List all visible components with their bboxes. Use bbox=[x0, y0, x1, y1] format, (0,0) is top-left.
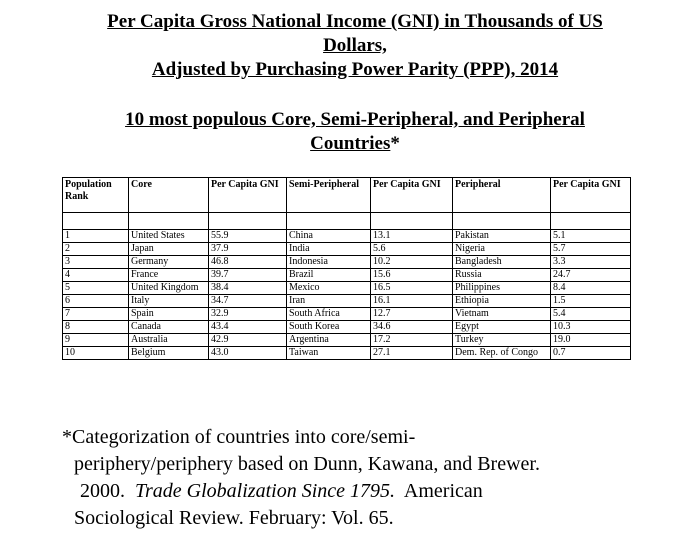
table-row bbox=[63, 308, 631, 321]
footnote-book-title: Trade Globalization Since 1795. bbox=[135, 480, 395, 502]
semi-gni-cell: 5.6 bbox=[371, 243, 453, 256]
rank-cell: 9 bbox=[63, 334, 129, 347]
peripheral-country-cell: Pakistan bbox=[453, 230, 551, 243]
header-peripheral-gni: Per Capita GNI bbox=[551, 178, 631, 213]
core-gni-cell: 55.9 bbox=[209, 230, 287, 243]
semi-gni-cell: 16.1 bbox=[371, 295, 453, 308]
core-country-cell: Spain bbox=[129, 308, 209, 321]
semi-country-cell: Taiwan bbox=[287, 347, 371, 360]
table-row bbox=[63, 321, 631, 334]
table-spacer-row bbox=[63, 213, 631, 230]
footnote-year: 2000. bbox=[80, 480, 125, 502]
core-gni-cell: 39.7 bbox=[209, 269, 287, 282]
peripheral-gni-cell: 8.4 bbox=[551, 282, 631, 295]
table-row bbox=[63, 269, 631, 282]
core-country-cell: Germany bbox=[129, 256, 209, 269]
core-gni-cell: 42.9 bbox=[209, 334, 287, 347]
subtitle-asterisk: * bbox=[390, 133, 400, 154]
core-gni-cell: 43.0 bbox=[209, 347, 287, 360]
title-line-1: Per Capita Gross National Income (GNI) in Thousands of US bbox=[107, 11, 603, 32]
semi-gni-cell: 13.1 bbox=[371, 230, 453, 243]
peripheral-country-cell: Vietnam bbox=[453, 308, 551, 321]
core-country-cell: Japan bbox=[129, 243, 209, 256]
rank-cell: 6 bbox=[63, 295, 129, 308]
rank-cell: 3 bbox=[63, 256, 129, 269]
semi-gni-cell: 17.2 bbox=[371, 334, 453, 347]
peripheral-gni-cell: 19.0 bbox=[551, 334, 631, 347]
peripheral-country-cell: Egypt bbox=[453, 321, 551, 334]
peripheral-gni-cell: 24.7 bbox=[551, 269, 631, 282]
core-gni-cell: 38.4 bbox=[209, 282, 287, 295]
header-core: Core bbox=[129, 178, 209, 213]
footnote-journal-start: American bbox=[403, 480, 483, 502]
semi-gni-cell: 34.6 bbox=[371, 321, 453, 334]
footnote bbox=[62, 424, 662, 532]
semi-country-cell: Indonesia bbox=[287, 256, 371, 269]
footnote-line-3 bbox=[62, 478, 662, 505]
peripheral-country-cell: Bangladesh bbox=[453, 256, 551, 269]
semi-country-cell: Brazil bbox=[287, 269, 371, 282]
semi-gni-cell: 27.1 bbox=[371, 347, 453, 360]
peripheral-country-cell: Nigeria bbox=[453, 243, 551, 256]
semi-country-cell: Mexico bbox=[287, 282, 371, 295]
core-gni-cell: 32.9 bbox=[209, 308, 287, 321]
footnote-line-1: *Categorization of countries into core/semi- bbox=[62, 426, 416, 448]
table-row bbox=[63, 295, 631, 308]
rank-cell: 1 bbox=[63, 230, 129, 243]
rank-cell: 10 bbox=[63, 347, 129, 360]
table-subtitle bbox=[60, 108, 650, 156]
rank-cell: 5 bbox=[63, 282, 129, 295]
semi-gni-cell: 10.2 bbox=[371, 256, 453, 269]
rank-cell: 2 bbox=[63, 243, 129, 256]
semi-country-cell: Argentina bbox=[287, 334, 371, 347]
rank-cell: 8 bbox=[63, 321, 129, 334]
header-population-rank: Population Rank bbox=[63, 178, 129, 213]
header-peripheral: Peripheral bbox=[453, 178, 551, 213]
peripheral-country-cell: Turkey bbox=[453, 334, 551, 347]
table-row bbox=[63, 256, 631, 269]
title-line-2: Dollars, bbox=[323, 35, 387, 56]
footnote-line-2: periphery/periphery based on Dunn, Kawana, and Brewer. bbox=[74, 453, 540, 475]
core-country-cell: Australia bbox=[129, 334, 209, 347]
page-title bbox=[60, 10, 650, 82]
peripheral-gni-cell: 5.4 bbox=[551, 308, 631, 321]
peripheral-gni-cell: 5.7 bbox=[551, 243, 631, 256]
core-gni-cell: 46.8 bbox=[209, 256, 287, 269]
semi-country-cell: Iran bbox=[287, 295, 371, 308]
table-header-row bbox=[63, 178, 631, 213]
subtitle-line-2: Countries bbox=[310, 133, 391, 154]
table-row bbox=[63, 347, 631, 360]
semi-gni-cell: 15.6 bbox=[371, 269, 453, 282]
header-semi-gni: Per Capita GNI bbox=[371, 178, 453, 213]
rank-cell: 7 bbox=[63, 308, 129, 321]
table-row bbox=[63, 230, 631, 243]
core-gni-cell: 43.4 bbox=[209, 321, 287, 334]
title-line-3: Adjusted by Purchasing Power Parity (PPP), 2014 bbox=[151, 59, 559, 80]
gni-table bbox=[62, 177, 631, 360]
table-row bbox=[63, 334, 631, 347]
table-row bbox=[63, 282, 631, 295]
core-gni-cell: 34.7 bbox=[209, 295, 287, 308]
core-country-cell: Belgium bbox=[129, 347, 209, 360]
rank-cell: 4 bbox=[63, 269, 129, 282]
subtitle-line-1: 10 most populous Core, Semi-Peripheral, and Peripheral bbox=[125, 109, 585, 130]
core-country-cell: France bbox=[129, 269, 209, 282]
peripheral-country-cell: Russia bbox=[453, 269, 551, 282]
core-gni-cell: 37.9 bbox=[209, 243, 287, 256]
core-country-cell: United Kingdom bbox=[129, 282, 209, 295]
semi-country-cell: India bbox=[287, 243, 371, 256]
core-country-cell: Italy bbox=[129, 295, 209, 308]
core-country-cell: Canada bbox=[129, 321, 209, 334]
semi-gni-cell: 12.7 bbox=[371, 308, 453, 321]
peripheral-country-cell: Dem. Rep. of Congo bbox=[453, 347, 551, 360]
peripheral-country-cell: Philippines bbox=[453, 282, 551, 295]
semi-country-cell: South Africa bbox=[287, 308, 371, 321]
peripheral-country-cell: Ethiopia bbox=[453, 295, 551, 308]
semi-country-cell: China bbox=[287, 230, 371, 243]
peripheral-gni-cell: 1.5 bbox=[551, 295, 631, 308]
core-country-cell: United States bbox=[129, 230, 209, 243]
semi-gni-cell: 16.5 bbox=[371, 282, 453, 295]
header-core-gni: Per Capita GNI bbox=[209, 178, 287, 213]
table-row bbox=[63, 243, 631, 256]
footnote-line-4: Sociological Review. February: Vol. 65. bbox=[74, 507, 394, 529]
semi-country-cell: South Korea bbox=[287, 321, 371, 334]
peripheral-gni-cell: 3.3 bbox=[551, 256, 631, 269]
peripheral-gni-cell: 5.1 bbox=[551, 230, 631, 243]
peripheral-gni-cell: 0.7 bbox=[551, 347, 631, 360]
peripheral-gni-cell: 10.3 bbox=[551, 321, 631, 334]
header-semi-peripheral: Semi-Peripheral bbox=[287, 178, 371, 213]
